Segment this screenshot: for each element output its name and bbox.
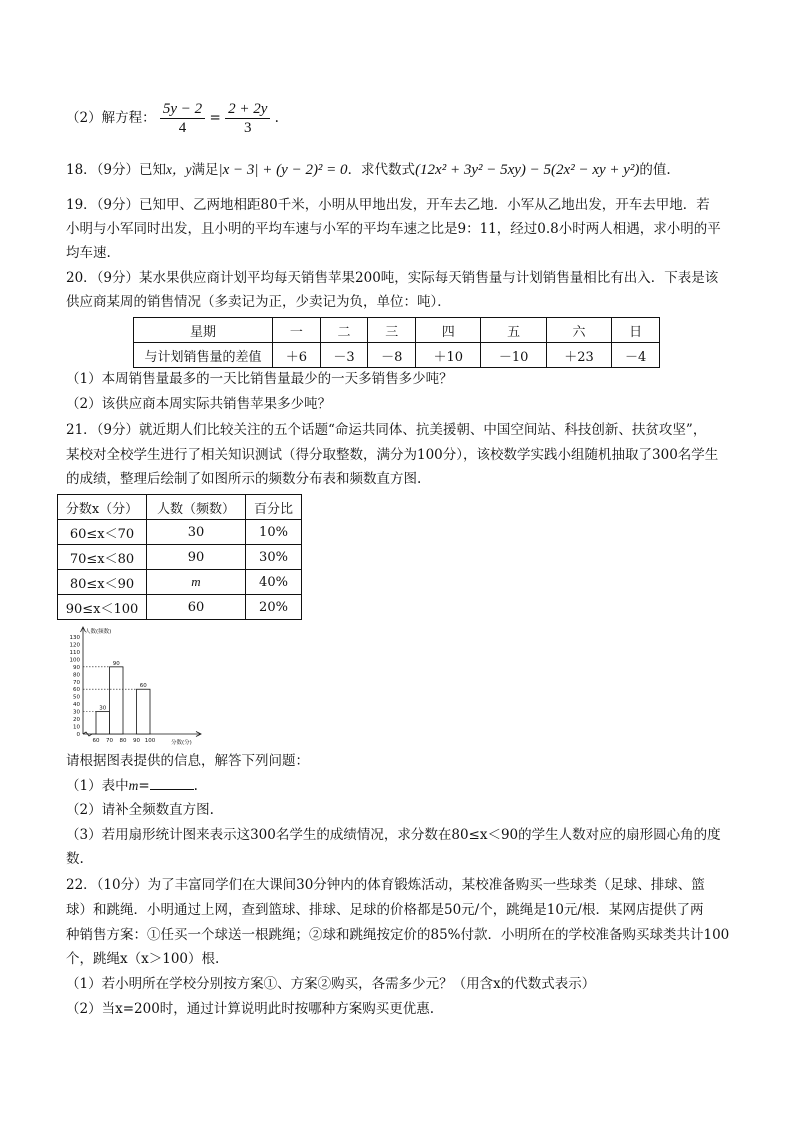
y-tick-label: 30 [73,709,80,716]
q20-day: 一 [273,318,321,343]
q21-sub-2: （2）请补全频数直方图. [66,802,214,818]
q18-prefix: 18．（9分）已知 [66,162,167,178]
q20-table [133,317,660,368]
q21-pct: 30% [246,545,302,570]
q17-prefix: （2）解方程： [66,110,156,126]
q22-line-3: 种销售方案：①任买一个球送一根跳绳；②球和跳绳按定价的85%付款．小明所在的学校准备购买球类共计100 [66,927,730,943]
table-row [58,595,302,620]
x-tick-label: 100 [144,738,156,744]
q21-sub-3-line-2: 数. [66,851,84,867]
q20-line-2: 供应商某周的销售情况（多卖记为正，少卖记为负，单位：吨）． [66,294,451,310]
q19-line-2: 小明与小军同时出发，且小明的平均车速与小军的平均车速之比是9：11，经过0.8小时两人相遇，求小明的平 [66,221,721,237]
q21-range: 60≤x＜70 [58,520,147,545]
q21-header: 人数（频数） [147,495,246,520]
q20-diff: －8 [368,343,416,368]
q18-expression: (12x² + 3y² − 5xy) − 5(2x² − xy + y²) [415,162,640,178]
q21-sub1-eq: = [138,778,150,794]
histogram-bar [137,689,151,734]
q20-line-1: 20．（9分）某水果供应商计划平均每天销售苹果200吨，实际每天销售量与计划销售量相比有出入．下表是该 [66,270,719,286]
y-tick-label: 70 [73,679,80,686]
y-tick-label: 110 [69,649,80,656]
answer-blank[interactable] [150,775,194,790]
y-axis-label: 人数(频数) [85,629,112,635]
q20-diff: ＋23 [546,343,611,368]
y-tick-label: 130 [69,635,80,641]
y-tick-label: 10 [73,724,80,731]
q17-right-numerator: 2 + 2y [225,100,270,119]
q20-sub-2: （2）该供应商本周实际共销售苹果多少吨？ [66,396,332,412]
q21-pct: 20% [246,595,302,620]
q21-count: m [147,570,246,595]
q20-diff: ＋10 [416,343,481,368]
q21-header: 分数x（分） [58,495,147,520]
q22-line-4: 个，跳绳x（x＞100）根. [66,951,220,967]
x-axis-label: 分数(分) [171,740,192,745]
q21-line-1: 21．（9分）就近期人们比较关注的五个话题“命运共同体、抗美援朝、中国空间站、科技创新、扶贫攻坚”， [66,422,707,438]
table-row [58,495,302,520]
table-row [58,545,302,570]
q20-day: 日 [612,318,660,343]
q18-suffix: 的值. [639,162,671,178]
q22-line-2: 球）和跳绳．小明通过上网，查到篮球、排球、足球的价格都是50元/个，跳绳是10元/根．某网店提供了两 [66,902,704,918]
y-tick-label: 80 [73,672,80,679]
q17-left-denominator: 4 [178,120,187,136]
q20-sub-1: （1）本周销售量最多的一天比销售量最少的一天多销售多少吨？ [66,371,453,387]
x-tick-label: 60 [92,738,100,744]
y-tick-label: 90 [73,664,80,671]
q19-line-3: 均车速. [66,245,111,261]
q20-day: 五 [481,318,546,343]
q17-equals: = [209,110,221,126]
q20-diff: －10 [481,343,546,368]
q21-sub-3-line-1: （3）若用扇形统计图来表示这300名学生的成绩情况，求分数在80≤x＜90的学生人数对应的扇形圆心角的度 [66,827,721,843]
q20-row2-label: 与计划销售量的差值 [134,343,273,368]
q17-end: . [274,110,279,126]
q21-line-3: 的成绩，整理后绘制了如图所示的频数分布表和频数直方图. [66,471,422,487]
q18-vars: x，y [166,162,192,177]
q21-sub1-end: . [193,778,198,794]
table-row [134,343,660,368]
q19-line-1: 19．（9分）已知甲、乙两地相距80千米，小明从甲地出发，开车去乙地．小军从乙地出发，开车去甲地．若 [66,197,710,213]
q20-diff: －4 [612,343,660,368]
q17-fraction-right [225,100,270,137]
q20-day: 六 [546,318,611,343]
q20-day: 三 [368,318,416,343]
q21-sub-1 [66,775,198,796]
q17-fraction-left [160,100,205,137]
histogram-bar [96,712,110,734]
x-tick-label: 70 [106,738,113,744]
y-tick-label: 50 [73,694,80,701]
q21-line-2: 某校对全校学生进行了相关知识测试（得分取整数，满分为100分），该校数学实践小组随机抽取了300名学生 [66,447,719,463]
y-tick-label: 120 [69,642,80,649]
q21-table [57,494,302,620]
y-tick-label: 100 [69,657,80,664]
y-tick-label: 20 [73,717,80,724]
q17-part2 [66,98,279,138]
q17-left-numerator: 5y − 2 [160,100,205,119]
q21-pct: 40% [246,570,302,595]
q20-day: 二 [320,318,368,343]
q22-sub-2: （2）当x=200时，通过计算说明此时按哪种方案购买更优惠. [66,1001,435,1017]
y-tick-label: 60 [73,687,80,694]
q21-count: 60 [147,595,246,620]
q21-sub1-var: m [128,778,139,793]
y-tick-label: 0 [76,732,80,738]
q18-cond-word: 满足 [191,162,219,178]
bar-data-label: 60 [139,683,147,690]
q21-range: 70≤x＜80 [58,545,147,570]
q18-mid: ．求代数式 [347,162,416,178]
q21-sub1-prefix: （1）表中 [66,778,129,794]
frequency-histogram [58,625,228,745]
q22-sub-1: （1）若小明所在学校分别按方案①、方案②购买，各需多少元？（用含x的代数式表示） [66,976,596,992]
q17-right-denominator: 3 [243,120,252,136]
bar-data-label: 30 [99,705,107,712]
q21-header: 百分比 [246,495,302,520]
table-row [134,318,660,343]
q20-day: 四 [416,318,481,343]
q18-line [66,160,671,180]
q21-pct: 10% [246,520,302,545]
table-row [58,520,302,545]
q18-condition: |x − 3| + (y − 2)² = 0 [218,162,348,178]
table-row [58,570,302,595]
x-tick-label: 80 [119,738,127,744]
q21-count: 90 [147,545,246,570]
q21-range: 80≤x＜90 [58,570,147,595]
q21-range: 90≤x＜100 [58,595,147,620]
histogram-bar [110,667,124,734]
q21-after: 请根据图表提供的信息，解答下列问题： [66,753,309,769]
bar-data-label: 90 [112,660,120,667]
q22-line-1: 22．（10分）为了丰富同学们在大课间30分钟内的体育锻炼活动，某校准备购买一些球类（足球、排球、篮 [66,877,705,893]
y-tick-label: 40 [73,702,80,709]
q20-row1-label: 星期 [134,318,273,343]
q20-diff: ＋6 [273,343,321,368]
q21-count: 30 [147,520,246,545]
q20-diff: －3 [320,343,368,368]
x-tick-label: 90 [133,738,140,744]
